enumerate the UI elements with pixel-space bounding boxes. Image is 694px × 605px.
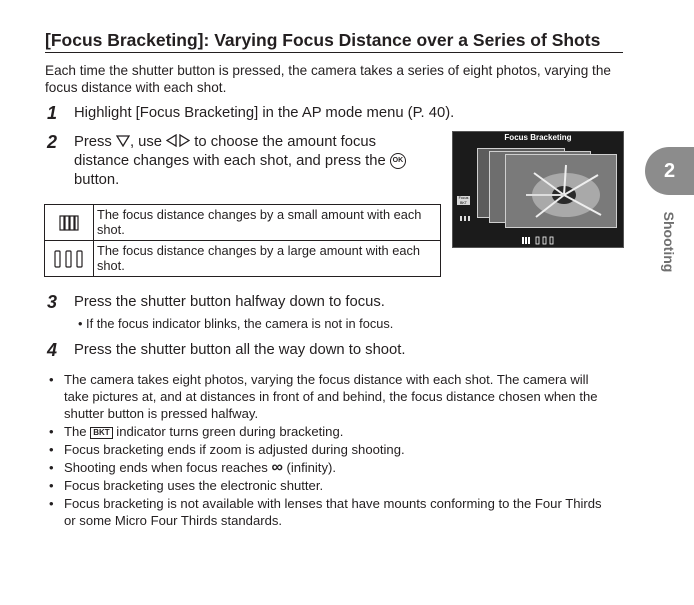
small-step-indicator-icon	[459, 215, 471, 222]
step-number: 4	[47, 340, 58, 360]
list-item: • Focus bracketing uses the electronic shutter.	[45, 477, 615, 494]
step-text: Press the shutter button all the way down to shoot.	[74, 342, 406, 358]
step-text: Press the shutter button halfway down to focus.	[74, 294, 385, 310]
step-number: 2	[47, 132, 58, 152]
chapter-name: Shooting	[661, 211, 677, 273]
options-table	[44, 204, 441, 277]
step-2	[47, 133, 447, 193]
flower-image	[506, 155, 616, 227]
small-step-icon	[45, 205, 94, 241]
list-item: • The BKT indicator turns green during bracketing.	[45, 423, 615, 440]
page-title: [Focus Bracketing]: Varying Focus Distance over a Series of Shots	[45, 28, 623, 53]
chapter-tab: 2	[645, 147, 694, 195]
list-item: • The camera takes eight photos, varying the focus distance with each shot. The camera will take pictures at, and at distances in front of and behind, the focus distance chosen when the shutter button is pressed halfway.	[45, 371, 615, 422]
camera-screen-illustration	[452, 131, 624, 248]
list-item: • Focus bracketing is not available with lenses that have mounts conforming to the Four Thirds or some Micro Four Thirds standards.	[45, 495, 615, 529]
option-description: The focus distance changes by a large amount with each shot.	[94, 241, 441, 277]
notes-list	[45, 371, 615, 530]
left-right-arrows-icon	[166, 134, 190, 147]
step-text: Press , use to choose the amount focus distance changes with each shot, and press the OK button.	[74, 133, 444, 190]
option-description: The focus distance changes by a small amount with each shot.	[94, 205, 441, 241]
ok-button-icon: OK	[390, 153, 406, 169]
step-3-subnote: • If the focus indicator blinks, the camera is not in focus.	[78, 316, 394, 331]
step-text: Highlight [Focus Bracketing] in the AP mode menu (P. 40).	[74, 105, 455, 121]
list-item: • Focus bracketing ends if zoom is adjusted during shooting.	[45, 441, 615, 458]
preview-frame	[505, 154, 617, 228]
bkt-badge: BKT	[90, 427, 112, 439]
table-row	[45, 205, 441, 241]
step-number: 3	[47, 292, 58, 312]
down-triangle-icon	[116, 135, 130, 147]
list-item: • Shooting ends when focus reaches ∞ (infinity).	[45, 459, 615, 476]
screen-header: Focus Bracketing	[504, 133, 572, 142]
table-row	[45, 241, 441, 277]
bracket-frame-stack	[477, 146, 619, 232]
large-step-icon	[45, 241, 94, 277]
intro-paragraph: Each time the shutter button is pressed, the camera takes a series of eight photos, varying the focus distance with each shot.	[45, 63, 611, 95]
step-1	[47, 104, 607, 126]
step-4	[47, 341, 607, 363]
infinity-icon: ∞	[271, 459, 283, 476]
step-3	[47, 293, 607, 315]
step-number: 1	[47, 103, 58, 123]
focus-bkt-indicator: Focus BKT	[458, 196, 469, 205]
step-selector	[453, 236, 623, 245]
